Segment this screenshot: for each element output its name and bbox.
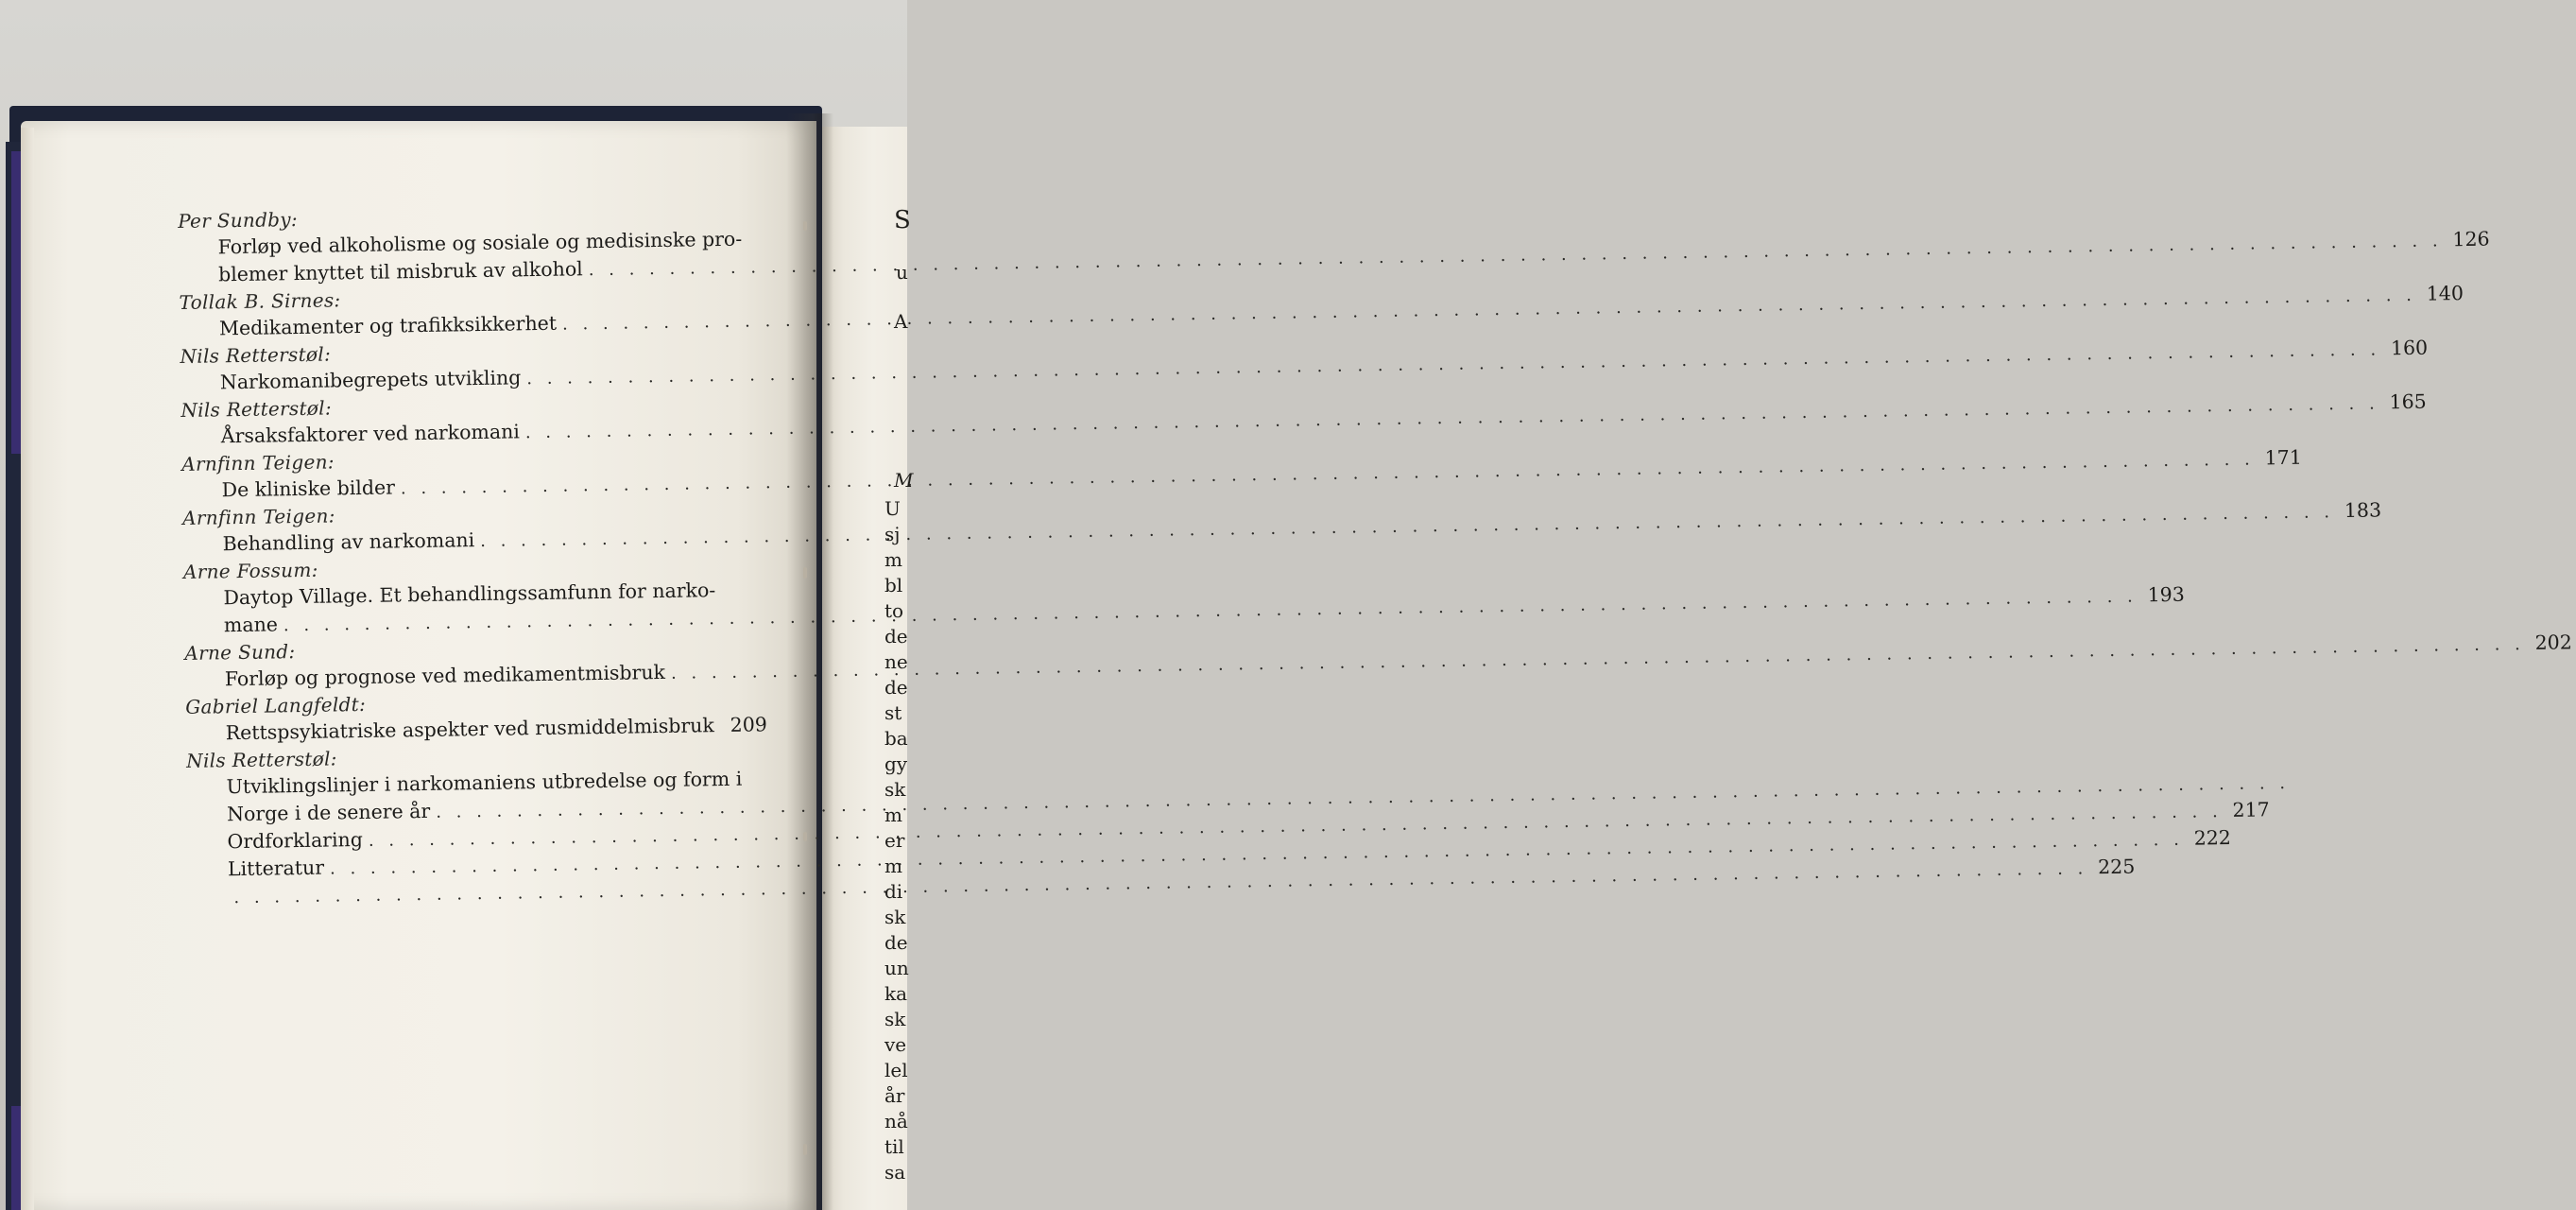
right-page-fragment: de bbox=[884, 676, 908, 699]
page-mark bbox=[803, 221, 807, 231]
right-page-text: A bbox=[894, 310, 908, 333]
page-mark bbox=[803, 1144, 807, 1155]
right-page-heading: S bbox=[894, 206, 911, 234]
toc-author: Gabriel Langfeldt: bbox=[185, 692, 367, 718]
toc-title: Forløp og prognose ved medikamentmisbruk bbox=[224, 660, 666, 691]
toc-title: De kliniske bilder bbox=[221, 475, 396, 502]
right-page-fragment: sa bbox=[884, 1161, 906, 1184]
right-page-fragment: er bbox=[884, 829, 905, 852]
toc-title: Litteratur bbox=[227, 856, 325, 881]
right-page-fragment: U bbox=[884, 497, 901, 520]
toc-page-number: 140 bbox=[2426, 282, 2464, 305]
toc-title: Ordforklaring bbox=[227, 828, 364, 854]
cover-stripe bbox=[11, 151, 21, 454]
right-page-fragment: bl bbox=[884, 574, 903, 596]
leader-dots bbox=[671, 631, 2525, 687]
toc-title: Daytop Village. Et behandlingssamfunn for narko- bbox=[223, 579, 716, 610]
right-page-fragment: lel bbox=[884, 1059, 908, 1081]
toc-title: Behandling av narkomani bbox=[222, 528, 475, 556]
toc-page-number: 217 bbox=[2232, 798, 2270, 821]
right-page-fragment: m bbox=[884, 548, 902, 571]
right-page-fragment: ba bbox=[884, 727, 908, 750]
toc-page-number: 209 bbox=[730, 713, 768, 736]
right-page-fragment: to bbox=[884, 599, 904, 622]
right-page-fragment: st bbox=[884, 701, 902, 724]
toc-title: Forløp ved alkoholisme og sosiale og medisinske pro- bbox=[217, 227, 743, 259]
toc-title: Utviklingslinjer i narkomaniens utbredelse og form i bbox=[226, 767, 743, 799]
right-page-fragment: sk bbox=[884, 1008, 906, 1030]
toc-title: Narkomanibegrepets utvikling bbox=[219, 366, 522, 394]
right-page-fragment: di bbox=[884, 880, 903, 903]
toc-title: Rettspsykiatriske aspekter ved rusmiddelmisbruk bbox=[225, 714, 715, 745]
toc-page-number: 225 bbox=[2097, 855, 2136, 879]
right-page-fragment: ka bbox=[884, 982, 908, 1005]
right-page-fragment: de bbox=[884, 625, 908, 648]
toc-title: Medikamenter og trafikksikkerhet bbox=[218, 311, 558, 340]
cover-stripe bbox=[11, 1106, 21, 1210]
toc-page-number: 193 bbox=[2147, 582, 2185, 607]
page-mark bbox=[803, 567, 807, 579]
right-page-author: M bbox=[894, 469, 914, 492]
toc-page-number: 171 bbox=[2264, 445, 2302, 470]
toc-entry bbox=[185, 684, 768, 748]
toc-author: Arne Fossum: bbox=[182, 558, 318, 583]
right-page-fragment: m bbox=[884, 855, 902, 877]
toc-page-number: 202 bbox=[2534, 631, 2572, 654]
toc-author: Per Sundby: bbox=[178, 208, 299, 233]
page-edge bbox=[21, 128, 34, 1210]
toc-author: Nils Retterstøl: bbox=[186, 747, 337, 772]
right-page-fragment: sk bbox=[884, 778, 906, 801]
right-page-fragment: ve bbox=[884, 1033, 907, 1056]
right-page-fragment: sk bbox=[884, 906, 906, 928]
toc-author: Tollak B. Sirnes: bbox=[179, 288, 341, 314]
right-page-fragment: de bbox=[884, 931, 908, 954]
toc-author: Arne Sund: bbox=[184, 640, 296, 665]
toc-author: Arnfinn Teigen: bbox=[181, 504, 335, 529]
right-page-fragment: un bbox=[884, 957, 909, 979]
toc-page-number: 222 bbox=[2193, 825, 2232, 850]
toc-entry bbox=[179, 280, 2464, 343]
toc-title: Årsaksfaktorer ved narkomani bbox=[220, 420, 521, 448]
toc-title: blemer knyttet til misbruk av alkohol bbox=[217, 257, 583, 286]
toc-page-number: 165 bbox=[2389, 389, 2427, 414]
toc-entry bbox=[181, 441, 2302, 505]
right-page-fragment: ne bbox=[884, 650, 908, 673]
right-page-fragment: sj bbox=[884, 523, 901, 545]
right-page-fragment: m bbox=[884, 804, 902, 826]
toc-page-number: 126 bbox=[2452, 227, 2490, 251]
toc-page-number: 160 bbox=[2390, 336, 2429, 360]
right-page-fragment: nå bbox=[884, 1110, 908, 1132]
toc-title: mane bbox=[223, 613, 279, 637]
toc-page-number bbox=[2290, 787, 2337, 788]
toc-author: Arnfinn Teigen: bbox=[181, 450, 335, 475]
toc-entry bbox=[180, 388, 2427, 451]
right-page-text: u bbox=[896, 261, 908, 284]
toc-entry bbox=[180, 334, 2429, 397]
toc-entry bbox=[178, 199, 2490, 289]
toc-author: Nils Retterstøl: bbox=[180, 396, 333, 422]
right-page-fragment: år bbox=[884, 1084, 905, 1107]
toc-author: Nils Retterstøl: bbox=[180, 342, 332, 368]
right-page-fragment: gy bbox=[884, 752, 908, 775]
right-page-fragment: til bbox=[884, 1135, 904, 1158]
toc-page-number: 183 bbox=[2344, 498, 2382, 523]
toc-title: Norge i de senere år bbox=[226, 799, 431, 826]
